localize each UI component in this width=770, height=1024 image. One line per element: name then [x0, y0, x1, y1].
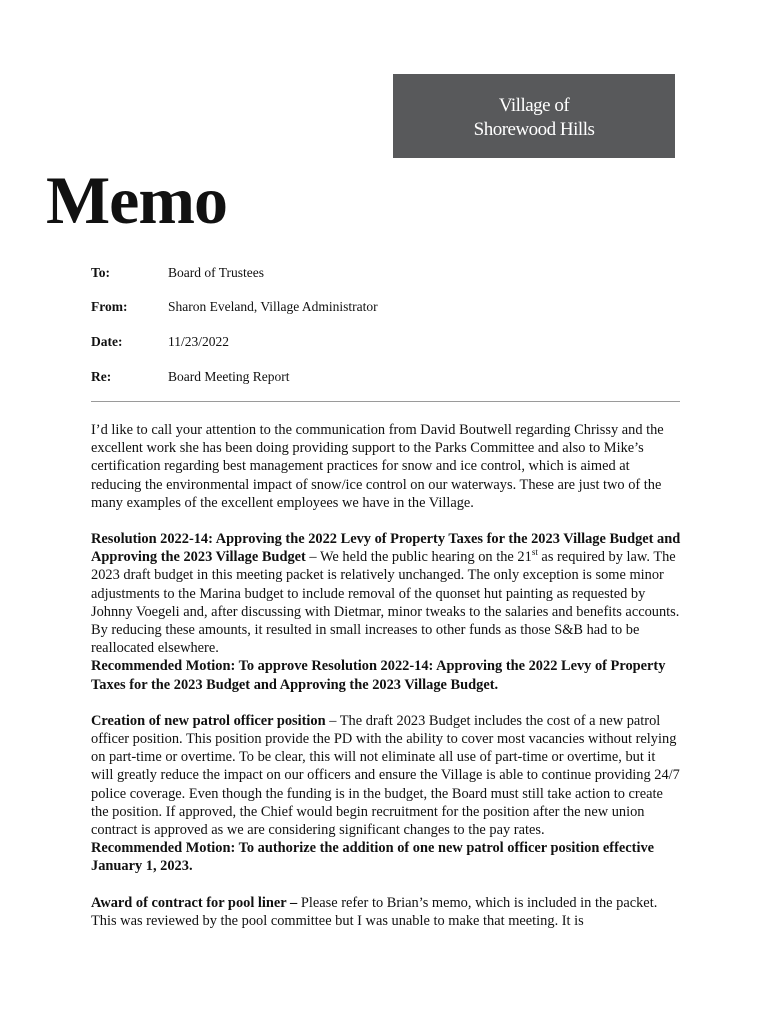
to-label: To: [91, 265, 111, 280]
resolution-heading: Resolution 2022-14: Approving the 2022 Levy of Property Taxes for the 2023 Village Budget and Approving the 2023 Village Budget [91, 531, 681, 566]
date-label: Date: [91, 334, 123, 349]
logo-line-2: Shorewood Hills [473, 119, 595, 140]
patrol-motion-paragraph [91, 839, 681, 875]
pool-paragraph [91, 894, 681, 930]
patrol-heading: Creation of new patrol officer position [91, 712, 326, 729]
patrol-text: – The draft 2023 Budget includes the cost of a new patrol officer position. This position provide the PD with the ability to cover most vacancies without relying on part-time or overtime. To be clear, this will not eliminate all use of part-time or overtime, but it will greatly reduce the impact on our officers and ensure the Village is able to continue providing 24/7 police coverage. Even though the funding is in the budget, the Board must still take action to create the position. If approved, the Chief would begin recruitment for the position after the new union contract is approved as we are considering significant changes to the pay rates. [91, 712, 680, 839]
header-divider [91, 401, 680, 402]
resolution-ordinal: st [531, 547, 538, 558]
re-value: Board Meeting Report [168, 369, 290, 384]
resolution-text-a: – We held the public hearing on the 21 [305, 549, 532, 566]
memo-title: Memo [46, 162, 228, 238]
resolution-motion-paragraph [91, 657, 681, 693]
memo-body [91, 421, 681, 930]
intro-paragraph: I’d like to call your attention to the communication from David Boutwell regarding Chrissy and the excellent work she has been doing providing support to the Parks Committee and also to Mike’s certification regarding best management practices for snow and ice control, which is aimed at reducing the environmental impact of snow/ice control on our waterways. These are just two of the many examples of the excellent employees we have in the Village. [91, 422, 664, 511]
village-logo [393, 74, 675, 158]
resolution-text-b: as required by law. The 2023 draft budget in this meeting packet is relatively unchanged. The only exception is some minor adjustments to the Marina budget to include removal of the quonset hut painting as requested by Johnny Voegeli and, after discussing with Dietmar, minor tweaks to the salaries and benefits accounts. By reducing these amounts, it resulted in small increases to other funds as those S&B had to be reallocated elsewhere. [91, 549, 680, 657]
from-value: Sharon Eveland, Village Administrator [168, 299, 378, 314]
date-value: 11/23/2022 [168, 334, 230, 349]
patrol-paragraph [91, 712, 681, 839]
pool-heading: Award of contract for pool liner – [91, 894, 298, 911]
re-label: Re: [91, 369, 112, 384]
pool-text: Please refer to Brian’s memo, which is included in the packet. This was reviewed by the pool committee but I was unable to make that meeting. It is [91, 894, 658, 929]
resolution-paragraph [91, 530, 681, 657]
to-value: Board of Trustees [168, 265, 265, 280]
from-label: From: [91, 299, 128, 314]
patrol-motion: Recommended Motion: To authorize the addition of one new patrol officer position effective January 1, 2023. [91, 840, 655, 875]
logo-line-1: Village of [498, 95, 570, 116]
resolution-motion: Recommended Motion: To approve Resolution 2022-14: Approving the 2022 Levy of Property Taxes for the 2023 Budget and Approving the 2023 Village Budget. [91, 658, 666, 693]
